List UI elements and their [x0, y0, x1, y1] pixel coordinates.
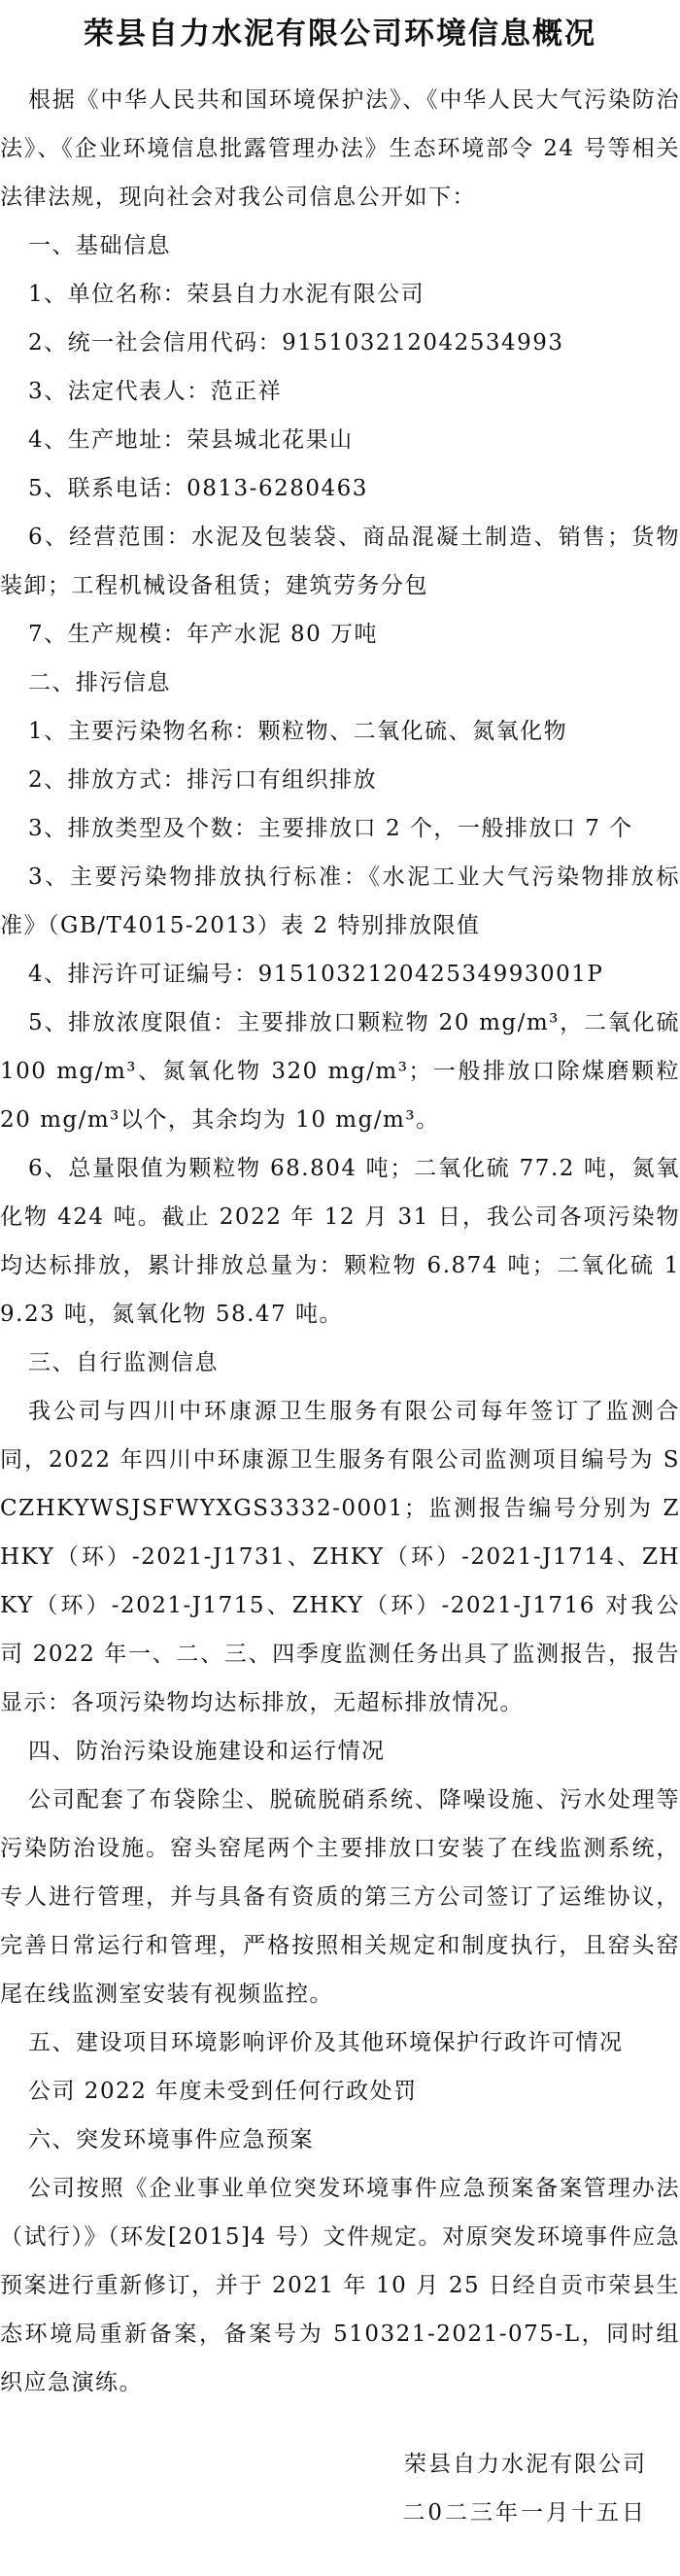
- signature-block: [0, 2440, 680, 2537]
- document-title: 荣县自力水泥有限公司环境信息概况: [84, 17, 596, 51]
- paragraph-intro: 根据《中华人民共和国环境保护法》、《中华人民大气污染防治法》、《企业环境信息批露管理办法》生态环境部令 24 号等相关法律法规，现向社会对我公司信息公开如下：: [0, 87, 680, 210]
- paragraph-no-penalty: 公司 2022 年度未受到任何行政处罚: [28, 2079, 418, 2104]
- paragraph-total-limits: 6、总量限值为颗粒物 68.804 吨；二氧化硫 77.2 吨，氮氧化物 424 吨。截止 2022 年 12 月 31 日，我公司各项污染物均达标排放，累计排放总量为：颗粒物 6.874 吨；二氧化硫 19.23 吨，氮氧化物 58.47 吨。: [0, 1156, 680, 1327]
- paragraph-concentration-limits: 5、排放浓度限值：主要排放口颗粒物 20 mg/m³，二氧化硫 100 mg/m³、氮氧化物 320 mg/m³；一般排放口除煤磨颗粒 20 mg/m³以个，其余均为 10 mg/m³。: [0, 1010, 680, 1133]
- paragraph-emergency-plan: 公司按照《企业事业单位突发环境事件应急预案备案管理办法（试行）》（环发[2015]4 号）文件规定。对原突发环境事件应急预案进行重新修订，并于 2021 年 10 月 25 日经自贡市荣县生态环境局重新备案，备案号为 510321-2021-075-L，同时组织应急演练。: [0, 2176, 680, 2395]
- paragraph-main-pollutants: 1、主要污染物名称：颗粒物、二氧化硫、氮氧化物: [28, 719, 568, 744]
- paragraph-production-scale: 7、生产规模：年产水泥 80 万吨: [28, 622, 379, 647]
- section-heading-5: 五、建设项目环境影响评价及其他环境保护行政许可情况: [28, 2030, 624, 2055]
- signature-company: 荣县自力水泥有限公司: [404, 2452, 647, 2477]
- paragraph-permit-number: 4、排污许可证编号：915103212042534993001P: [28, 962, 604, 987]
- paragraph-contact-phone: 5、联系电话：0813-6280463: [28, 476, 368, 501]
- section-heading-2: 二、排污信息: [28, 670, 171, 695]
- signature-date: 二0二三年一月十五日: [402, 2500, 647, 2525]
- paragraph-pollution-control-facilities: 公司配套了布袋除尘、脱硫脱硝系统、降噪设施、污水处理等污染防治设施。窑头窑尾两个主要排放口安装了在线监测系统，专人进行管理，并与具备有资质的第三方公司签订了运维协议，完善日常运行和管理，严格按照相关规定和制度执行，且窑头窑尾在线监测室安装有视频监控。: [0, 1787, 680, 2007]
- section-heading-6: 六、突发环境事件应急预案: [28, 2127, 314, 2152]
- section-heading-4: 四、防治污染设施建设和运行情况: [28, 1739, 386, 1764]
- paragraph-emission-standard: 3、主要污染物排放执行标准：《水泥工业大气污染物排放标准》（GB/T4015-2013）表 2 特别排放限值: [0, 864, 680, 938]
- paragraph-business-scope: 6、经营范围：水泥及包装袋、商品混凝土制造、销售；货物装卸；工程机械设备租赁；建筑劳务分包: [0, 525, 680, 598]
- paragraph-legal-representative: 3、法定代表人：范正祥: [28, 379, 283, 404]
- paragraph-production-address: 4、生产地址：荣县城北花果山: [28, 427, 354, 453]
- paragraph-monitoring-info: 我公司与四川中环康源卫生服务有限公司每年签订了监测合同，2022 年四川中环康源卫生服务有限公司监测项目编号为 SCZHKYWSJSFWYXGS3332-0001；监测报告编号分别为 ZHKY（环）-2021-J1731、ZHKY（环）-2021-J1714、ZHKY（环）-2021-J1715、ZHKY（环）-2021-J1716 对我公司 2022 年一、二、三、四季度监测任务出具了监测报告，报告显示：各项污染物均达标排放，无超标排放情况。: [0, 1399, 680, 1715]
- paragraph-outlet-count: 3、排放类型及个数：主要排放口 2 个，一般排放口 7 个: [28, 816, 633, 841]
- paragraph-credit-code: 2、统一社会信用代码：915103212042534993: [28, 330, 564, 356]
- paragraph-unit-name: 1、单位名称：荣县自力水泥有限公司: [28, 282, 425, 307]
- section-heading-1: 一、基础信息: [28, 233, 171, 258]
- section-heading-3: 三、自行监测信息: [28, 1350, 219, 1375]
- paragraph-discharge-method: 2、排放方式：排污口有组织排放: [28, 767, 378, 793]
